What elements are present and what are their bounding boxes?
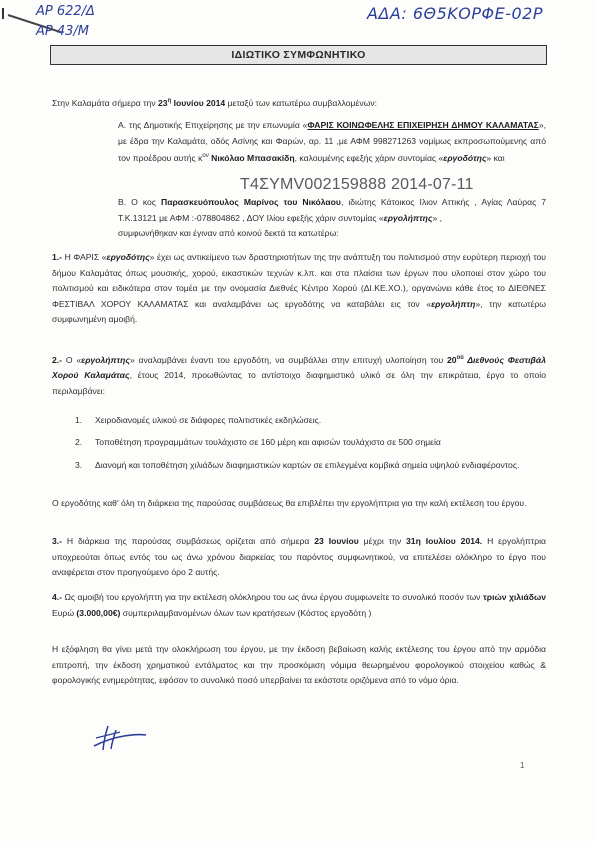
handwritten-protocol-number: ΑΡ 622/Δ [36,4,95,19]
party-a-paragraph: Α. της Δημοτικής Επιχείρησης με την επωνυμία «ΦΑΡΙΣ ΚΟΙΝΩΦΕΛΗΣ ΕΠΙΧΕΙΡΗΣΗ ΔΗΜΟΥ ΚΑΛΑΜΑΤΑΣ», με έδρα την Καλαμάτα, οδός Ασίνης και Φαρών, αρ. 11 ,με ΑΦΜ 998271263 νομίμως εκπροσωπούμενης από τον προέδρου αυτής $\kappa^{o\nu}$ Νικόλαο Μπασακίδη, καλουμένης εφεξής χάριν συντομίας «εργοδότης» και [118,120,546,164]
signature-icon [90,722,150,754]
intro-paragraph: Στην Καλαμάτα σήμερα την $23^\eta$ Ιουνίου 2014 μεταξύ των κατωτέρω συμβαλλομένων: [52,97,378,108]
supervision-paragraph: Ο εργοδότης καθ' όλη τη διάρκεια της παρούσας συμβάσεως θα επιβλέπει την εργολήπτρια για την καλή εκτέλεση του έργου. [52,498,527,508]
payment-paragraph: Η εξόφληση θα γίνει μετά την ολοκλήρωση του έργου, με την έκδοση βεβαίωση καλής εκτέλεσης του έργου από την αρμόδια επιτροπή, την έκδοση χρηματικού εντάλματος και την προσκόμιση νόμιμα θεωρημένου φορολογικού στοιχείου καθώς & φορολογικής ενημερότητας, εφόσον το συνολικό ποσό υπερβαίνει τα εκάστοτε οριζόμενα από το νόμο όρια. [52,644,546,686]
registry-stamp: Τ4ΣΥΜV002159888 2014-07-11 [240,176,474,193]
handwritten-ada-code: ΑΔΑ: 6Θ5ΚΟΡΦΕ-02Ρ [367,4,543,23]
scan-margin-mark [2,8,4,19]
agreement-line: συμφωνήθηκαν και έγιναν από κοινού δεκτά τα κατωτέρω: [118,228,339,238]
party-b-paragraph: Β. Ο κος Παρασκευόπουλος Μαρίνος του Νικόλαου, ιδιώτης Κάτοικος Ιλιον Αττικής , Αγίας Λαύρας 7 Τ.Κ.13121 με ΑΦΜ :-078804862 , ΔΟΥ Ιλίου εφεξής χάριν συντομίας «εργολήπτης» , [118,197,547,223]
clause-3: 3.- Η διάρκεια της παρούσας συμβάσεως ορίζεται από σήμερα 23 Ιουνίου μέχρι την 31η Ιουλίου 2014. Η εργολήπτρια υποχρεούται όπως εντός του ως άνω χρόνου διαρκείας του παρόντος συμφωνητικού, να επιτελέσει ολόκληρο το έργο που αναφέρεται στον προηγούμενο όρο 2 αυτής. [52,536,546,578]
clause-2: 2.- Ο «εργολήπτης» αναλαμβάνει έναντι του εργοδότη, να συμβάλλει στην επιτυχή υλοποίηση του $20^{oύ}$ Διεθνούς Φεστιβάλ Χορού Καλαμάτας, έτους 2014, προωθώντας το αντίστοιχο διαφημιστικό υλικό σε όλη την επικράτεια, έργο το οποίο περιλαμβάνει: [52,354,546,397]
clause-1: 1.- Η ΦΑΡΙΣ «εργοδότης» έχει ως αντικείμενο των δραστηριοτήτων της την ανάπτυξη του πολιτισμού στην ευρύτερη περιοχή του δήμου Καλαμάτας όπως μουσικής, χορού, εικαστικών τεχνών κ.λπ. και στα πλαίσια των έργων που υλοποιεί στον χώρο του πολιτισμού και ειδικότερα στον τομέα με την ονομασία Διεθνές Κέντρο Χορού (ΔΙ.ΚΕ.ΧΟ.), οργανώνει κάθε έτος το ΔΙΕΘΝΕΣ ΦΕΣΤΙΒΑΛ ΧΟΡΟΥ ΚΑΛΑΜΑΤΑΣ και αναλαμβάνει ως εργοδότης να καταβάλει εις τον «εργολήπτη», την κατωτέρω συμφωνημένη αμοιβή. [52,252,546,325]
list-item-text: Χειροδιανομές υλικού σε διάφορες πολιτιστικές εκδηλώσεις. [95,415,322,425]
document-title: ΙΔΙΩΤΙΚΟ ΣΥΜΦΩΝΗΤΙΚΟ [50,45,547,65]
list-item-number: 1. [75,415,83,425]
list-item-text: Διανομή και τοποθέτηση χιλιάδων διαφημιστικών καρτών σε επιλεγμένα κομβικά σημεία υψηλού ενδιαφέροντος. [95,460,520,470]
list-item-number: 2. [75,437,83,447]
page-number: 1 [520,761,525,770]
list-item-number: 3. [75,460,83,470]
handwritten-protocol-number-secondary: ΑΡ 43/Μ [36,24,90,39]
clause-4: 4.- Ως αμοιβή του εργολήπτη για την εκτέλεση ολόκληρου του ως άνω έργου συμφωνείτε το συνολικό ποσόν των τριών χιλιάδων Ευρώ (3.000,00€) συμπεριλαμβανομένων όλων των κρατήσεων (Κόστος εργοδότη ) [52,592,546,618]
list-item-text: Τοποθέτηση προγραμμάτων τουλάχιστο σε 160 μέρη και αφισών τουλάχιστο σε 500 σημεία [95,437,441,447]
